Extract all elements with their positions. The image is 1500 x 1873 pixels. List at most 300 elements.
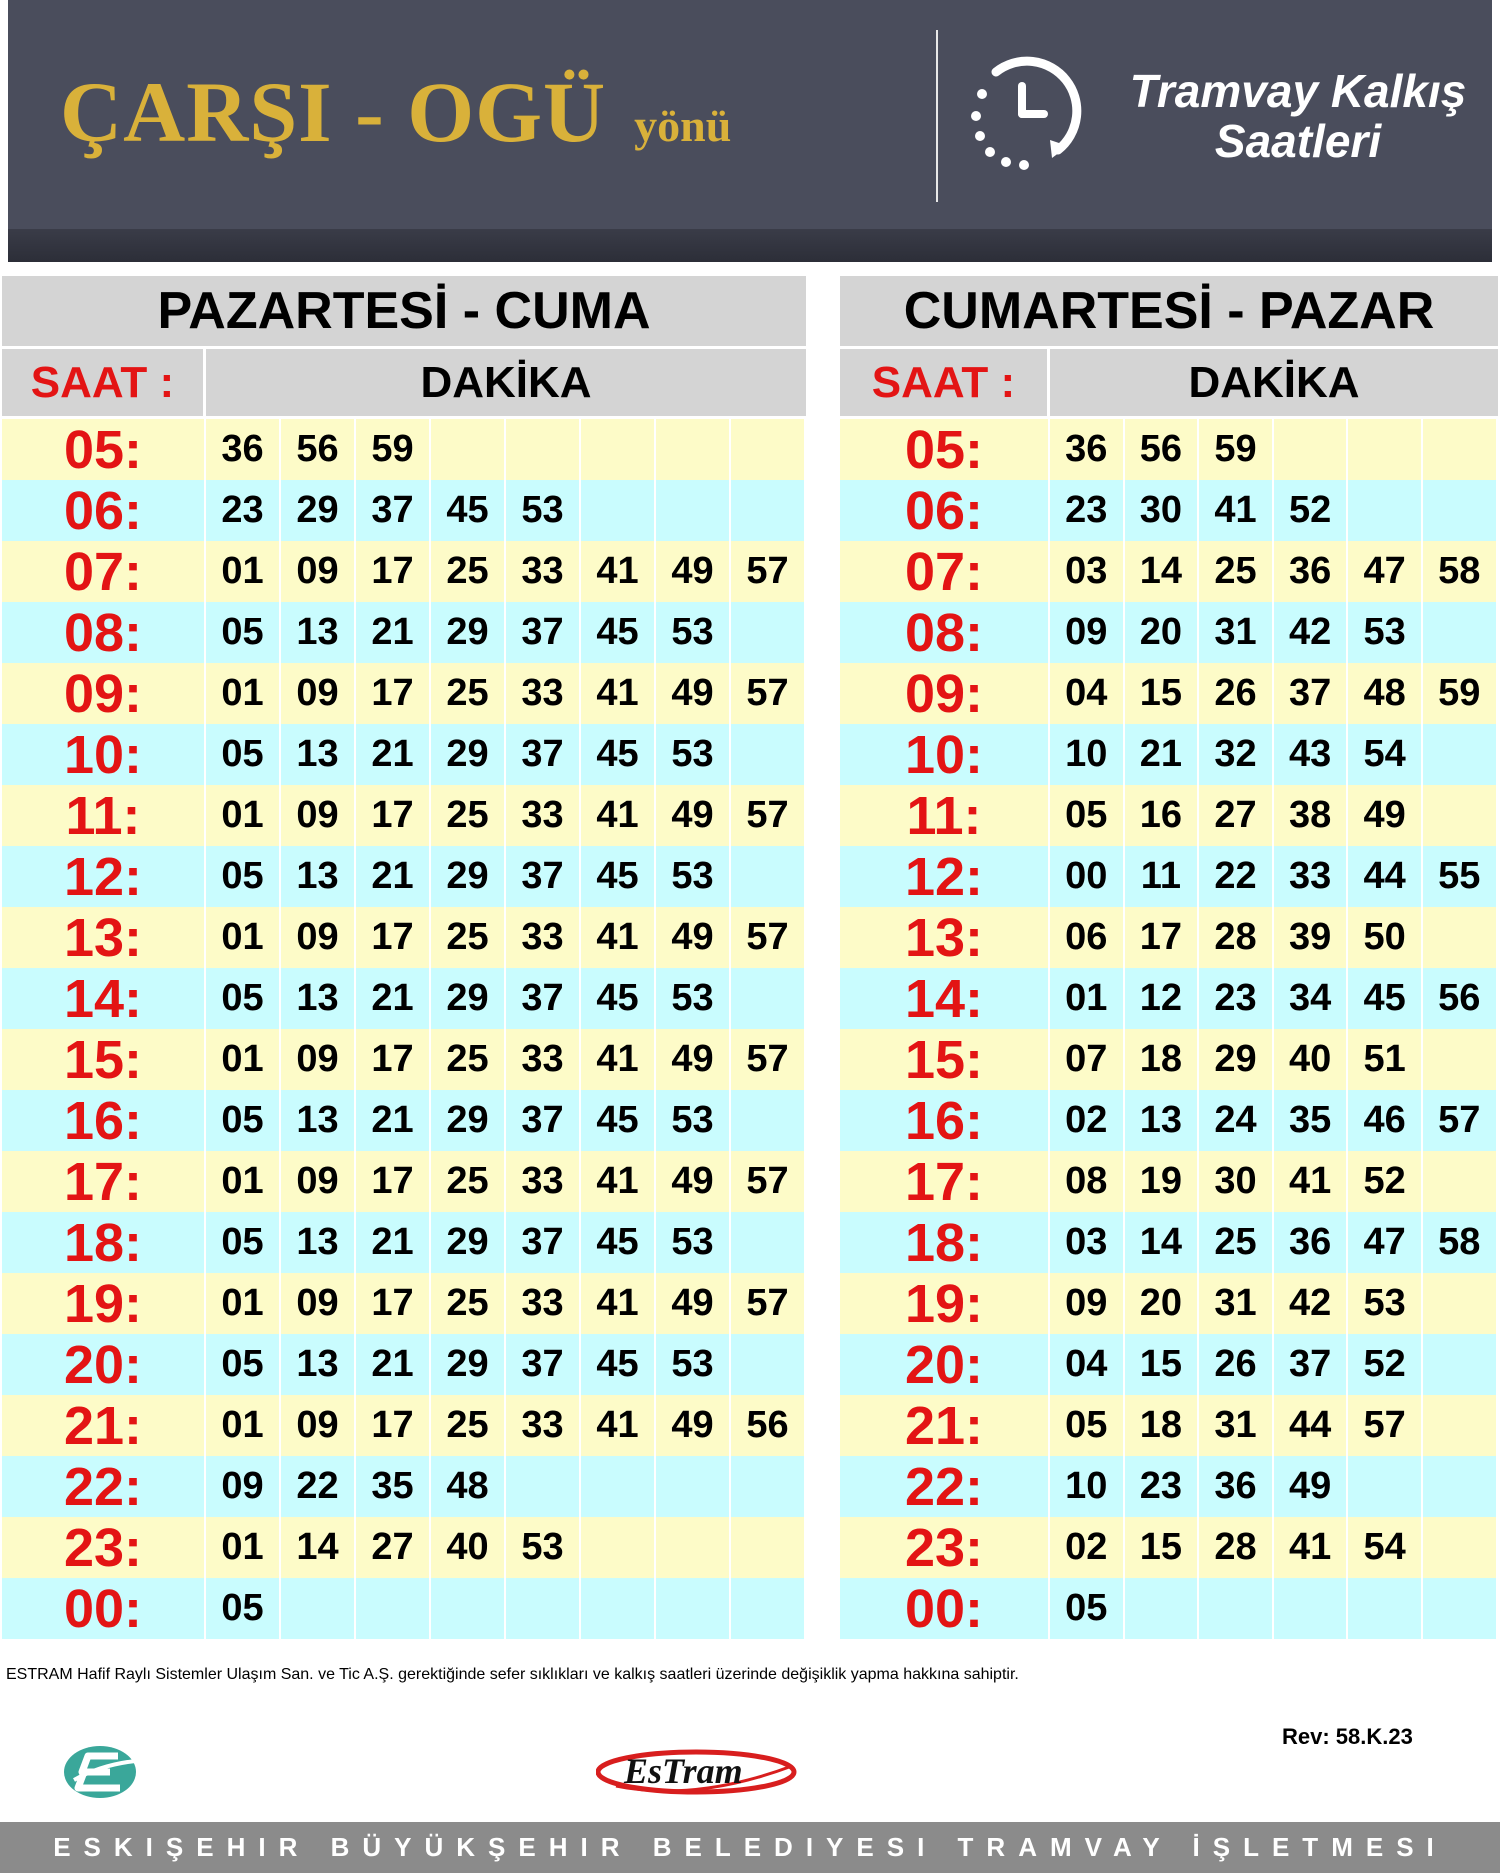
hour-cell: 14:: [2, 968, 206, 1029]
minute-cell: 01: [206, 1517, 281, 1578]
minute-cell: 48: [431, 1456, 506, 1517]
table-row: [2, 1212, 806, 1273]
minute-cell: 09: [281, 1273, 356, 1334]
table-row: [840, 907, 1498, 968]
minute-cell: 13: [281, 846, 356, 907]
minute-cell: [731, 724, 806, 785]
hour-cell: 19:: [2, 1273, 206, 1334]
table-row: [840, 480, 1498, 541]
minute-cell: 52: [1274, 480, 1349, 541]
hour-cell: 15:: [2, 1029, 206, 1090]
minute-cell: 17: [356, 541, 431, 602]
minute-cell: [1348, 1456, 1423, 1517]
minute-cell: 44: [1274, 1395, 1349, 1456]
table-row: [2, 1090, 806, 1151]
hour-cell: 23:: [840, 1517, 1050, 1578]
estram-logo: [596, 1746, 808, 1796]
minute-cell: [1423, 1273, 1498, 1334]
minute-cell: 05: [206, 1212, 281, 1273]
minute-cell: 48: [1348, 663, 1423, 724]
hour-cell: 12:: [2, 846, 206, 907]
minute-cell: 17: [356, 1395, 431, 1456]
minute-cell: 12: [1125, 968, 1200, 1029]
hour-cell: 05:: [2, 419, 206, 480]
minute-cell: 02: [1050, 1517, 1125, 1578]
minute-cell: 58: [1423, 541, 1498, 602]
minute-cell: [731, 1578, 806, 1639]
minute-cell: 37: [1274, 663, 1349, 724]
minute-cell: 09: [281, 541, 356, 602]
minute-cell: 52: [1348, 1334, 1423, 1395]
minute-cell: 37: [356, 480, 431, 541]
minute-cell: 53: [506, 480, 581, 541]
hour-cell: 16:: [2, 1090, 206, 1151]
minute-cell: 52: [1348, 1151, 1423, 1212]
minute-cell: 49: [656, 1395, 731, 1456]
minute-cell: 17: [356, 663, 431, 724]
minute-cell: 37: [506, 602, 581, 663]
minute-cell: 53: [656, 846, 731, 907]
hour-cell: 18:: [840, 1212, 1050, 1273]
minute-cell: 17: [356, 785, 431, 846]
minute-cell: 33: [506, 541, 581, 602]
minute-cell: 56: [281, 419, 356, 480]
minute-cell: [581, 1578, 656, 1639]
minute-cell: 03: [1050, 1212, 1125, 1273]
hour-cell: 23:: [2, 1517, 206, 1578]
hour-cell: 10:: [840, 724, 1050, 785]
minute-cell: 41: [581, 541, 656, 602]
table-row: [2, 1029, 806, 1090]
minute-cell: 37: [506, 846, 581, 907]
minute-cell: [1423, 480, 1498, 541]
minute-cell: [1348, 419, 1423, 480]
bottom-bar: ESKIŞEHIR BÜYÜKŞEHIR BELEDIYESI TRAMVAY İŞLETMESI: [0, 1822, 1500, 1873]
minute-cell: 41: [581, 1395, 656, 1456]
minute-cell: 27: [356, 1517, 431, 1578]
hour-cell: 21:: [2, 1395, 206, 1456]
minute-cell: 45: [581, 724, 656, 785]
minute-cell: [1423, 419, 1498, 480]
minute-cell: [506, 1578, 581, 1639]
minute-cell: 45: [581, 968, 656, 1029]
table-row: [840, 602, 1498, 663]
minute-cell: [1423, 724, 1498, 785]
minute-cell: 05: [206, 968, 281, 1029]
minute-cell: 57: [731, 1273, 806, 1334]
minute-cell: 09: [1050, 602, 1125, 663]
minute-cell: 00: [1050, 846, 1125, 907]
hour-cell: 13:: [2, 907, 206, 968]
table-row: [2, 724, 806, 785]
minute-cell: 01: [206, 1395, 281, 1456]
hour-cell: 08:: [840, 602, 1050, 663]
table-row: [840, 724, 1498, 785]
minute-cell: 45: [581, 1090, 656, 1151]
minute-cell: 49: [656, 1029, 731, 1090]
minute-cell: [581, 419, 656, 480]
minute-cell: 05: [1050, 785, 1125, 846]
minute-cell: 29: [431, 1334, 506, 1395]
hour-header: SAAT :: [2, 349, 206, 416]
minute-cell: 13: [281, 1334, 356, 1395]
hour-cell: 13:: [840, 907, 1050, 968]
minute-cell: [731, 1334, 806, 1395]
minute-cell: [1423, 1517, 1498, 1578]
minute-cell: 35: [356, 1456, 431, 1517]
minute-cell: 11: [1125, 846, 1200, 907]
minute-cell: 41: [1274, 1517, 1349, 1578]
minute-cell: 13: [281, 968, 356, 1029]
table-row: [2, 1517, 806, 1578]
minute-cell: 40: [1274, 1029, 1349, 1090]
minute-cell: 37: [506, 724, 581, 785]
table-row: [840, 419, 1498, 480]
minute-cell: 47: [1348, 1212, 1423, 1273]
minute-cell: 58: [1423, 1212, 1498, 1273]
minute-cell: 33: [506, 1151, 581, 1212]
minute-cell: 13: [281, 1090, 356, 1151]
minute-cell: 10: [1050, 1456, 1125, 1517]
minute-cell: 56: [731, 1395, 806, 1456]
hour-header: SAAT :: [840, 349, 1050, 416]
minute-cell: 25: [431, 907, 506, 968]
hour-cell: 00:: [2, 1578, 206, 1639]
minute-cell: 57: [731, 541, 806, 602]
minute-cell: 20: [1125, 602, 1200, 663]
table-row: [2, 907, 806, 968]
minute-cell: [731, 1212, 806, 1273]
minute-cell: 30: [1125, 480, 1200, 541]
weekend-title: CUMARTESİ - PAZAR: [840, 276, 1498, 346]
minute-cell: 25: [431, 1395, 506, 1456]
header-divider: [936, 30, 938, 202]
hour-cell: 17:: [840, 1151, 1050, 1212]
minute-cell: 14: [1125, 1212, 1200, 1273]
minute-cell: 45: [581, 846, 656, 907]
minute-cell: 41: [581, 785, 656, 846]
minute-cell: [656, 1456, 731, 1517]
minute-cell: 41: [1199, 480, 1274, 541]
minute-cell: 21: [356, 846, 431, 907]
eskisehir-logo-icon: [60, 1742, 152, 1800]
minute-cell: 25: [431, 663, 506, 724]
table-row: [840, 785, 1498, 846]
minute-cell: 40: [431, 1517, 506, 1578]
hour-cell: 17:: [2, 1151, 206, 1212]
minute-cell: 59: [1199, 419, 1274, 480]
minute-cell: 22: [1199, 846, 1274, 907]
minute-cell: [1423, 1151, 1498, 1212]
minute-cell: [1423, 1029, 1498, 1090]
minute-cell: 17: [356, 1029, 431, 1090]
minute-cell: 25: [431, 785, 506, 846]
minute-cell: 14: [1125, 541, 1200, 602]
minute-cell: 23: [1050, 480, 1125, 541]
hour-cell: 19:: [840, 1273, 1050, 1334]
minute-cell: 14: [281, 1517, 356, 1578]
route-name: ÇARŞI - OGÜ: [60, 64, 607, 160]
hour-cell: 10:: [2, 724, 206, 785]
minute-cell: 09: [281, 907, 356, 968]
table-row: [2, 1578, 806, 1639]
brand-title-line1: Tramvay Kalkış: [1129, 65, 1467, 117]
minute-cell: 01: [206, 663, 281, 724]
minute-cell: 03: [1050, 541, 1125, 602]
minute-cell: [581, 1517, 656, 1578]
minute-cell: 49: [656, 663, 731, 724]
header-strip: [8, 229, 1492, 262]
table-row: [840, 1456, 1498, 1517]
minute-header: DAKİKA: [1050, 349, 1498, 416]
minute-cell: [731, 968, 806, 1029]
hour-cell: 07:: [2, 541, 206, 602]
hour-cell: 21:: [840, 1395, 1050, 1456]
hour-cell: 06:: [840, 480, 1050, 541]
table-row: [2, 1273, 806, 1334]
minute-cell: 31: [1199, 1395, 1274, 1456]
minute-cell: 31: [1199, 1273, 1274, 1334]
minute-cell: [506, 1456, 581, 1517]
hour-cell: 20:: [2, 1334, 206, 1395]
hour-cell: 20:: [840, 1334, 1050, 1395]
minute-cell: 54: [1348, 1517, 1423, 1578]
minute-cell: [731, 602, 806, 663]
minute-cell: 37: [506, 968, 581, 1029]
minute-cell: 17: [356, 907, 431, 968]
table-row: [2, 968, 806, 1029]
header-banner: [8, 0, 1492, 262]
route-direction: yönü: [634, 100, 732, 151]
minute-cell: 59: [356, 419, 431, 480]
hour-cell: 22:: [840, 1456, 1050, 1517]
hour-cell: 11:: [840, 785, 1050, 846]
weekday-timetable: [2, 276, 806, 1639]
minute-cell: 31: [1199, 602, 1274, 663]
minute-cell: 23: [206, 480, 281, 541]
minute-cell: 10: [1050, 724, 1125, 785]
minute-cell: 28: [1199, 907, 1274, 968]
hour-cell: 15:: [840, 1029, 1050, 1090]
minute-cell: [1423, 1578, 1498, 1639]
minute-cell: 25: [431, 1029, 506, 1090]
minute-cell: 02: [1050, 1090, 1125, 1151]
minute-cell: 57: [731, 785, 806, 846]
minute-cell: [731, 419, 806, 480]
minute-cell: 23: [1125, 1456, 1200, 1517]
table-row: [2, 846, 806, 907]
minute-cell: 49: [1274, 1456, 1349, 1517]
minute-cell: [1423, 1334, 1498, 1395]
minute-cell: 26: [1199, 663, 1274, 724]
minute-cell: 54: [1348, 724, 1423, 785]
minute-cell: 41: [1274, 1151, 1349, 1212]
minute-cell: 37: [506, 1334, 581, 1395]
minute-cell: 51: [1348, 1029, 1423, 1090]
minute-cell: [731, 480, 806, 541]
minute-cell: 05: [206, 1578, 281, 1639]
table-row: [2, 541, 806, 602]
table-row: [840, 846, 1498, 907]
table-row: [840, 1578, 1498, 1639]
table-row: [840, 1334, 1498, 1395]
minute-cell: 25: [431, 1151, 506, 1212]
minute-cell: 38: [1274, 785, 1349, 846]
minute-cell: [356, 1578, 431, 1639]
minute-cell: 36: [1199, 1456, 1274, 1517]
minute-cell: 09: [1050, 1273, 1125, 1334]
minute-cell: 06: [1050, 907, 1125, 968]
minute-cell: 39: [1274, 907, 1349, 968]
minute-cell: 36: [1050, 419, 1125, 480]
minute-cell: 41: [581, 1029, 656, 1090]
minute-cell: 05: [1050, 1578, 1125, 1639]
minute-cell: 57: [1348, 1395, 1423, 1456]
minute-cell: 53: [506, 1517, 581, 1578]
minute-cell: 49: [656, 1151, 731, 1212]
table-row: [840, 663, 1498, 724]
table-row: [2, 480, 806, 541]
minute-cell: 05: [206, 602, 281, 663]
minute-cell: 49: [1348, 785, 1423, 846]
minute-cell: 13: [1125, 1090, 1200, 1151]
minute-cell: 15: [1125, 1334, 1200, 1395]
minute-cell: 07: [1050, 1029, 1125, 1090]
minute-cell: 46: [1348, 1090, 1423, 1151]
minute-cell: 42: [1274, 1273, 1349, 1334]
minute-cell: [1274, 419, 1349, 480]
minute-cell: 21: [356, 1334, 431, 1395]
minute-cell: 59: [1423, 663, 1498, 724]
minute-cell: 25: [431, 1273, 506, 1334]
minute-cell: 09: [281, 785, 356, 846]
table-row: [2, 1395, 806, 1456]
hour-cell: 08:: [2, 602, 206, 663]
minute-cell: [1348, 480, 1423, 541]
minute-cell: 41: [581, 907, 656, 968]
minute-cell: 21: [1125, 724, 1200, 785]
table-row: [2, 663, 806, 724]
minute-cell: 42: [1274, 602, 1349, 663]
table-row: [840, 1090, 1498, 1151]
minute-cell: 45: [581, 1334, 656, 1395]
minute-cell: 09: [281, 1029, 356, 1090]
minute-cell: 33: [506, 1395, 581, 1456]
minute-cell: 53: [656, 602, 731, 663]
minute-cell: 56: [1125, 419, 1200, 480]
minute-cell: [506, 419, 581, 480]
table-row: [840, 1517, 1498, 1578]
minute-cell: 05: [1050, 1395, 1125, 1456]
minute-cell: [731, 846, 806, 907]
minute-cell: 13: [281, 602, 356, 663]
minute-cell: 09: [281, 663, 356, 724]
minute-cell: [431, 419, 506, 480]
brand-title: [1098, 66, 1498, 166]
minute-cell: 21: [356, 1212, 431, 1273]
table-row: [840, 968, 1498, 1029]
minute-cell: 22: [281, 1456, 356, 1517]
table-row: [840, 1212, 1498, 1273]
hour-cell: 16:: [840, 1090, 1050, 1151]
minute-cell: 29: [431, 846, 506, 907]
minute-cell: 37: [506, 1090, 581, 1151]
minute-cell: 29: [1199, 1029, 1274, 1090]
minute-cell: 25: [1199, 541, 1274, 602]
brand-title-line2: Saatleri: [1214, 115, 1382, 167]
minute-cell: 17: [1125, 907, 1200, 968]
minute-cell: [581, 480, 656, 541]
minute-cell: [1423, 785, 1498, 846]
minute-cell: 50: [1348, 907, 1423, 968]
minute-cell: 56: [1423, 968, 1498, 1029]
minute-cell: 57: [731, 1029, 806, 1090]
minute-cell: [1125, 1578, 1200, 1639]
table-row: [840, 1151, 1498, 1212]
minute-cell: 45: [581, 602, 656, 663]
weekday-column-header: [2, 346, 806, 416]
table-row: [2, 1151, 806, 1212]
minute-cell: 37: [506, 1212, 581, 1273]
minute-cell: 32: [1199, 724, 1274, 785]
minute-cell: 17: [356, 1273, 431, 1334]
minute-cell: [731, 1517, 806, 1578]
minute-cell: 05: [206, 846, 281, 907]
minute-cell: 21: [356, 602, 431, 663]
minute-cell: [281, 1578, 356, 1639]
minute-cell: 33: [1274, 846, 1349, 907]
minute-cell: [1274, 1578, 1349, 1639]
hour-cell: 00:: [840, 1578, 1050, 1639]
minute-cell: 17: [356, 1151, 431, 1212]
minute-cell: 53: [656, 1212, 731, 1273]
table-row: [2, 1334, 806, 1395]
minute-cell: 26: [1199, 1334, 1274, 1395]
minute-cell: [1348, 1578, 1423, 1639]
minute-cell: 49: [656, 907, 731, 968]
minute-cell: 45: [1348, 968, 1423, 1029]
minute-cell: 45: [431, 480, 506, 541]
minute-cell: 19: [1125, 1151, 1200, 1212]
minute-cell: 15: [1125, 1517, 1200, 1578]
minute-cell: 57: [731, 663, 806, 724]
minute-cell: 45: [581, 1212, 656, 1273]
minute-cell: [431, 1578, 506, 1639]
minute-cell: 13: [281, 724, 356, 785]
minute-cell: 57: [1423, 1090, 1498, 1151]
minute-cell: 29: [281, 480, 356, 541]
minute-cell: 44: [1348, 846, 1423, 907]
minute-cell: 09: [206, 1456, 281, 1517]
estram-logo-text: EsTram: [624, 1751, 743, 1791]
minute-cell: 09: [281, 1151, 356, 1212]
minute-cell: 23: [1199, 968, 1274, 1029]
minute-cell: 01: [206, 907, 281, 968]
hour-cell: 14:: [840, 968, 1050, 1029]
minute-cell: 29: [431, 1212, 506, 1273]
minute-cell: 36: [1274, 541, 1349, 602]
table-row: [840, 1395, 1498, 1456]
minute-cell: 33: [506, 663, 581, 724]
minute-cell: [656, 1578, 731, 1639]
weekend-rows: [840, 416, 1498, 1639]
minute-cell: 49: [656, 541, 731, 602]
minute-cell: 04: [1050, 663, 1125, 724]
table-row: [840, 1273, 1498, 1334]
minute-cell: 53: [1348, 1273, 1423, 1334]
hour-cell: 05:: [840, 419, 1050, 480]
minute-cell: 29: [431, 968, 506, 1029]
